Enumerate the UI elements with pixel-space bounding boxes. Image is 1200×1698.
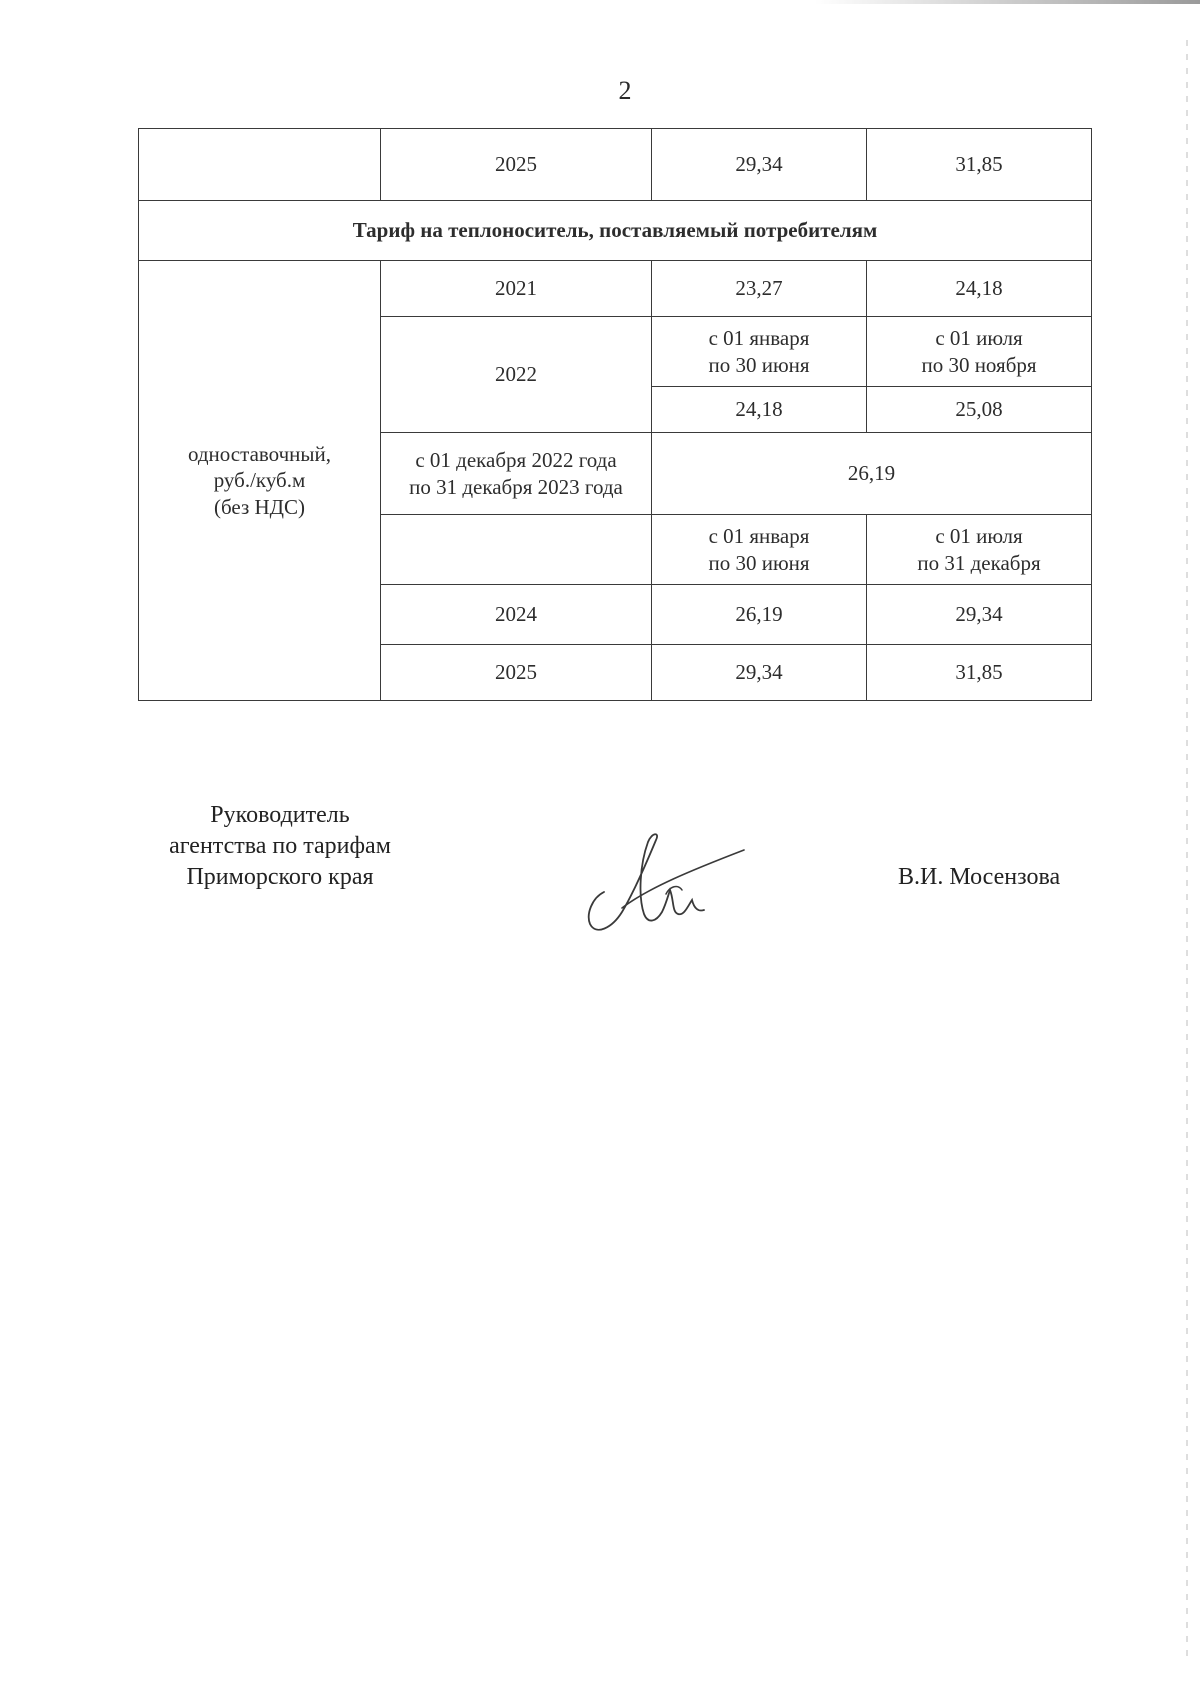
tariff-value-h2: 31,85 (867, 645, 1092, 701)
empty-cell (139, 129, 381, 201)
year-cell: 2025 (381, 645, 652, 701)
tariff-value-h2: 25,08 (867, 387, 1092, 433)
tariff-table (138, 128, 1092, 701)
year-cell: 2021 (381, 261, 652, 317)
signatory-name: В.И. Мосензова (898, 864, 1061, 890)
table-row (139, 261, 1092, 317)
year-cell: 2024 (381, 585, 652, 645)
empty-cell (381, 515, 652, 585)
period-end: по 31 декабря 2023 года (409, 474, 623, 499)
year-cell: 2025 (381, 129, 652, 201)
period-start: с 01 декабря 2022 года (415, 448, 617, 473)
period-cell (652, 317, 867, 387)
period-cell (381, 433, 652, 515)
period-end: по 30 ноября (921, 352, 1037, 377)
table-row (139, 129, 1092, 201)
scan-edge-right (1186, 40, 1188, 1660)
tariff-value-h1: 26,19 (652, 585, 867, 645)
signatory-agency: агентства по тарифам (169, 833, 391, 859)
period-end: по 31 декабря (917, 550, 1041, 575)
tariff-value-h2: 31,85 (867, 129, 1092, 201)
period-start: с 01 января (708, 524, 810, 549)
scan-edge-top (815, 0, 1200, 4)
period-cell (652, 515, 867, 585)
category-line: одноставочный, (187, 442, 332, 467)
year-cell: 2022 (381, 317, 652, 433)
period-cell (867, 317, 1092, 387)
period-end: по 30 июня (708, 352, 810, 377)
tariff-value-h1: 29,34 (652, 645, 867, 701)
period-cell (867, 515, 1092, 585)
category-vat-note: (без НДС) (213, 494, 305, 519)
signatory-position: Руководитель (210, 802, 350, 828)
period-start: с 01 июля (935, 326, 1023, 351)
tariff-value-h2: 24,18 (867, 261, 1092, 317)
signatory-region: Приморского края (186, 864, 374, 890)
tariff-category (139, 261, 381, 701)
tariff-value-h1: 24,18 (652, 387, 867, 433)
table-row (139, 201, 1092, 261)
period-start: с 01 июля (935, 524, 1023, 549)
tariff-value-h1: 23,27 (652, 261, 867, 317)
category-unit: руб./куб.м (213, 468, 306, 493)
handwritten-signature (582, 830, 752, 940)
period-end: по 30 июня (708, 550, 810, 575)
page-number: 2 (618, 76, 632, 105)
tariff-value-h1: 29,34 (652, 129, 867, 201)
tariff-value-h2: 29,34 (867, 585, 1092, 645)
tariff-value: 26,19 (652, 433, 1092, 515)
period-start: с 01 января (708, 326, 810, 351)
section-title: Тариф на теплоноситель, поставляемый потребителям (139, 201, 1092, 261)
signatory-title (140, 800, 420, 893)
